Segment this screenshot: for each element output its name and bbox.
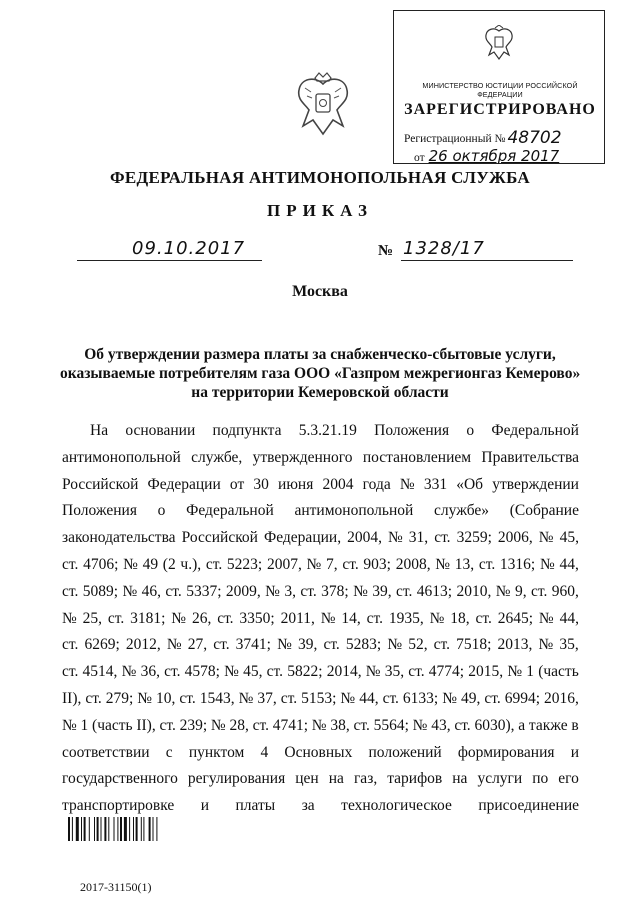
coat-of-arms-icon: [482, 25, 516, 63]
body-line: II), ст. 279; № 10, ст. 1543, № 37, ст. 5153; № 44, ст. 6133; № 49, ст. 6994; 2016,: [62, 689, 579, 707]
registration-stamp: [393, 10, 605, 164]
city-name: Москва: [292, 283, 348, 300]
agency-title: ФЕДЕРАЛЬНАЯ АНТИМОНОПОЛЬНАЯ СЛУЖБА: [109, 168, 530, 187]
document-code: 2017-31150(1): [80, 880, 152, 894]
order-date-handwritten: 09.10.2017: [132, 238, 246, 259]
order-subject: [60, 345, 580, 402]
stamp-registration-date: [414, 147, 559, 165]
body-line: ст. 6269; 2012, № 27, ст. 3741; № 39, ст. 5283; № 52, ст. 7518; 2013, № 35,: [62, 636, 579, 654]
order-number-field: [401, 236, 573, 261]
body-line: законодательства Российской Федерации, 2004, № 31, ст. 3259; 2006, № 45,: [62, 529, 579, 547]
body-line: ст. 4706; № 49 (2 ч.), ст. 5223; 2007, № 7, ст. 903; 2008, № 13, ст. 1316; № 44,: [62, 555, 579, 573]
stamp-reg-number-handwritten: 48702: [507, 128, 562, 148]
subject-line: на территории Кемеровской области: [191, 384, 449, 401]
stamp-registration-number: [404, 127, 562, 147]
body-line: антимонопольной службе, утвержденного постановлением Правительства: [62, 448, 579, 466]
body-line: Российской Федерации от 30 июня 2004 года № 331 «Об утверждении: [62, 475, 579, 493]
body-line: № 25, ст. 3181; № 26, ст. 3350; 2011, № 14, ст. 1935, № 18, ст. 2645; № 44,: [62, 609, 579, 627]
body-line: ст. 4514, № 36, ст. 4578; № 45, ст. 5822; 2014, № 35, ст. 4774; 2015, № 1 (часть: [62, 663, 579, 681]
coat-of-arms-icon: [293, 70, 353, 142]
order-body-text: [62, 418, 579, 820]
stamp-ministry-text: МИНИСТЕРСТВО ЮСТИЦИИ РОССИЙСКОЙ ФЕДЕРАЦИИ: [422, 81, 578, 99]
body-line: № 1 (часть II), ст. 239; № 28, ст. 4741; № 38, ст. 5564; № 43, ст. 6030), а также в: [62, 716, 579, 734]
document-type-title: ПРИКАЗ: [267, 201, 373, 220]
body-line: государственного регулирования цен на газ, тарифов на услуги по его: [62, 770, 579, 788]
stamp-registered-text: ЗАРЕГИСТРИРОВАНО: [404, 101, 596, 118]
body-line: ст. 5089; № 46, ст. 5337; 2009, № 3, ст. 378; № 39, ст. 4613; 2010, № 9, ст. 960,: [62, 582, 579, 600]
subject-line: Об утверждении размера платы за снабженческо-сбытовые услуги,: [84, 346, 556, 363]
body-line: транспортировке и платы за технологическое присоединение: [62, 797, 579, 815]
body-line: соответствии с пунктом 4 Основных положений формирования и: [62, 743, 579, 761]
stamp-reg-label: Регистрационный №: [404, 133, 506, 145]
subject-line: оказываемые потребителям газа ООО «Газпром межрегионгаз Кемерово»: [60, 365, 581, 382]
order-number-handwritten: 1328/17: [403, 238, 485, 259]
order-date-field: [77, 236, 262, 261]
barcode-icon: [68, 817, 186, 841]
body-line: Положения о Федеральной антимонопольной службе» (Собрание: [62, 502, 579, 520]
number-sign: №: [378, 243, 394, 259]
body-line: На основании подпункта 5.3.21.19 Положения о Федеральной: [90, 422, 579, 439]
stamp-date-label: от: [414, 152, 425, 164]
stamp-date-handwritten: 26 октября 2017: [428, 147, 560, 165]
